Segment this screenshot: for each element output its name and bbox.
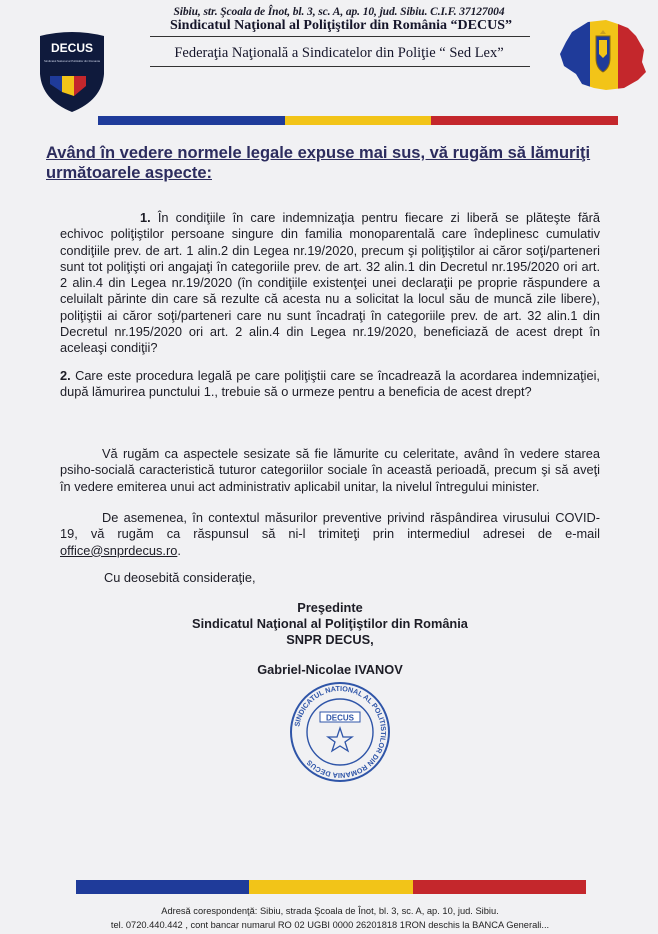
point-1-number: 1.: [140, 210, 151, 225]
official-stamp: [288, 680, 392, 784]
band-yellow: [285, 116, 431, 125]
point-1-text: În condiţiile în care indemnizaţia pentru fiecare zi liberă se plăteşte fără echivoc poliţiştilor persoane singure din familia monoparentală care îndeplinesc cumulativ condiţiile prev. de art. 1 alin.2 din Legea nr.19/2020, precum şi poliţiştilor ai căror soţi/parteneri sunt tot poliţişti ori angajaţi în categoriile prev. de art. 32 alin.1 din Decretul nr.195/2020 ori art. 2 alin.4 din Legea nr.19/2020 (în condiţiile existenţei unei declaraţii pe proprie răspundere a celuilalt părinte din care să rezulte că acesta nu a solicitat la locul său de muncă zile libere), poliţiştii ai căror soţi/parteneri care nu sunt încadraţi în categoriile prev. de art. 32 alin.1 din Decretul nr.195/2020 ori art. 2 alin.4 din Legea nr.19/2020, beneficiază de acest drept în aceleaşi condiţii?: [60, 210, 600, 356]
logo-subtext: Sindicatul National al Politistilor din Romania: [44, 59, 101, 63]
signature-name: Gabriel-Nicolae IVANOV: [257, 662, 403, 677]
header-union-name: Sindicatul Naţional al Poliţiştilor din România “DECUS”: [169, 18, 512, 33]
band-red: [413, 880, 586, 894]
band-yellow: [249, 880, 412, 894]
band-red: [431, 116, 618, 125]
header-address: Sibiu, str. Şcoala de Înot, bl. 3, sc. A, ap. 10, jud. Sibiu. C.I.F. 37127004: [173, 6, 505, 18]
header-federation: Federaţia Naţională a Sindicatelor din Poliţie “ Sed Lex”: [174, 45, 504, 61]
footer-bank-details: tel. 0720.440.442 , cont bancar numarul RO 02 UGBI 0000 26201818 1RON deschis la BANCA Generali...: [110, 920, 550, 930]
band-blue: [76, 880, 249, 894]
email-link[interactable]: office@snprdecus.ro: [60, 542, 178, 558]
point-2-text: Care este procedura legală pe care poliţiştii care se încadrează la acordarea indemnizaţiei, după lămurirea punctului 1., trebuie să o urmeze pentru a beneficia de acest drept?: [60, 368, 600, 400]
signature-organization: Sindicatul Naţional al Poliţiştilor din România: [192, 616, 468, 631]
signature-short-name: SNPR DECUS,: [286, 632, 374, 647]
footer-address: Adresă corespondenţă: Sibiu, strada Şcoala de Înot, bl. 3, sc. A, ap. 10, jud. Sibiu.: [161, 906, 499, 916]
header-divider-2: [150, 66, 530, 67]
covid-text: De asemenea, în contextul măsurilor preventive privind răspândirea virusului COVID-19, vă rugăm ca răspunsul să ni-l trimiteţi prin intermediul adresei de e-mail: [60, 510, 600, 542]
band-blue: [98, 116, 285, 125]
signature-role: Preşedinte: [297, 600, 363, 615]
header-divider: [150, 36, 530, 37]
closing-line: Cu deosebită consideraţie,: [104, 570, 256, 585]
email-suffix: .: [177, 542, 181, 558]
top-tricolor-band: [98, 116, 618, 125]
covid-paragraph: [60, 510, 600, 559]
logo-text: DECUS: [50, 41, 94, 55]
stamp-ring-textpath: SINDICATUL NATIONAL AL POLITISTILOR DIN ROMANIA DECUS: [292, 683, 389, 781]
section-heading: Având în vedere normele legale expuse mai sus, vă rugăm să lămuriţi următoarele aspecte:: [46, 144, 591, 182]
bottom-tricolor-band: [76, 880, 586, 894]
stamp-center-text: DECUS: [325, 713, 355, 723]
point-2: [60, 368, 600, 401]
point-2-number: 2.: [60, 368, 71, 383]
request-paragraph: [60, 446, 600, 495]
request-text: Vă rugăm ca aspectele sesizate să fie lămurite cu celeritate, având în vedere starea psiho-socială caracteristică tuturor categoriilor sociale în această perioadă, precum şi să aveţi în vedere emiterea unui act administrativ aplicabil unitar, la nivelul întregului minister.: [60, 446, 600, 494]
point-1: [60, 210, 600, 357]
decus-shield-logo: [36, 30, 108, 114]
